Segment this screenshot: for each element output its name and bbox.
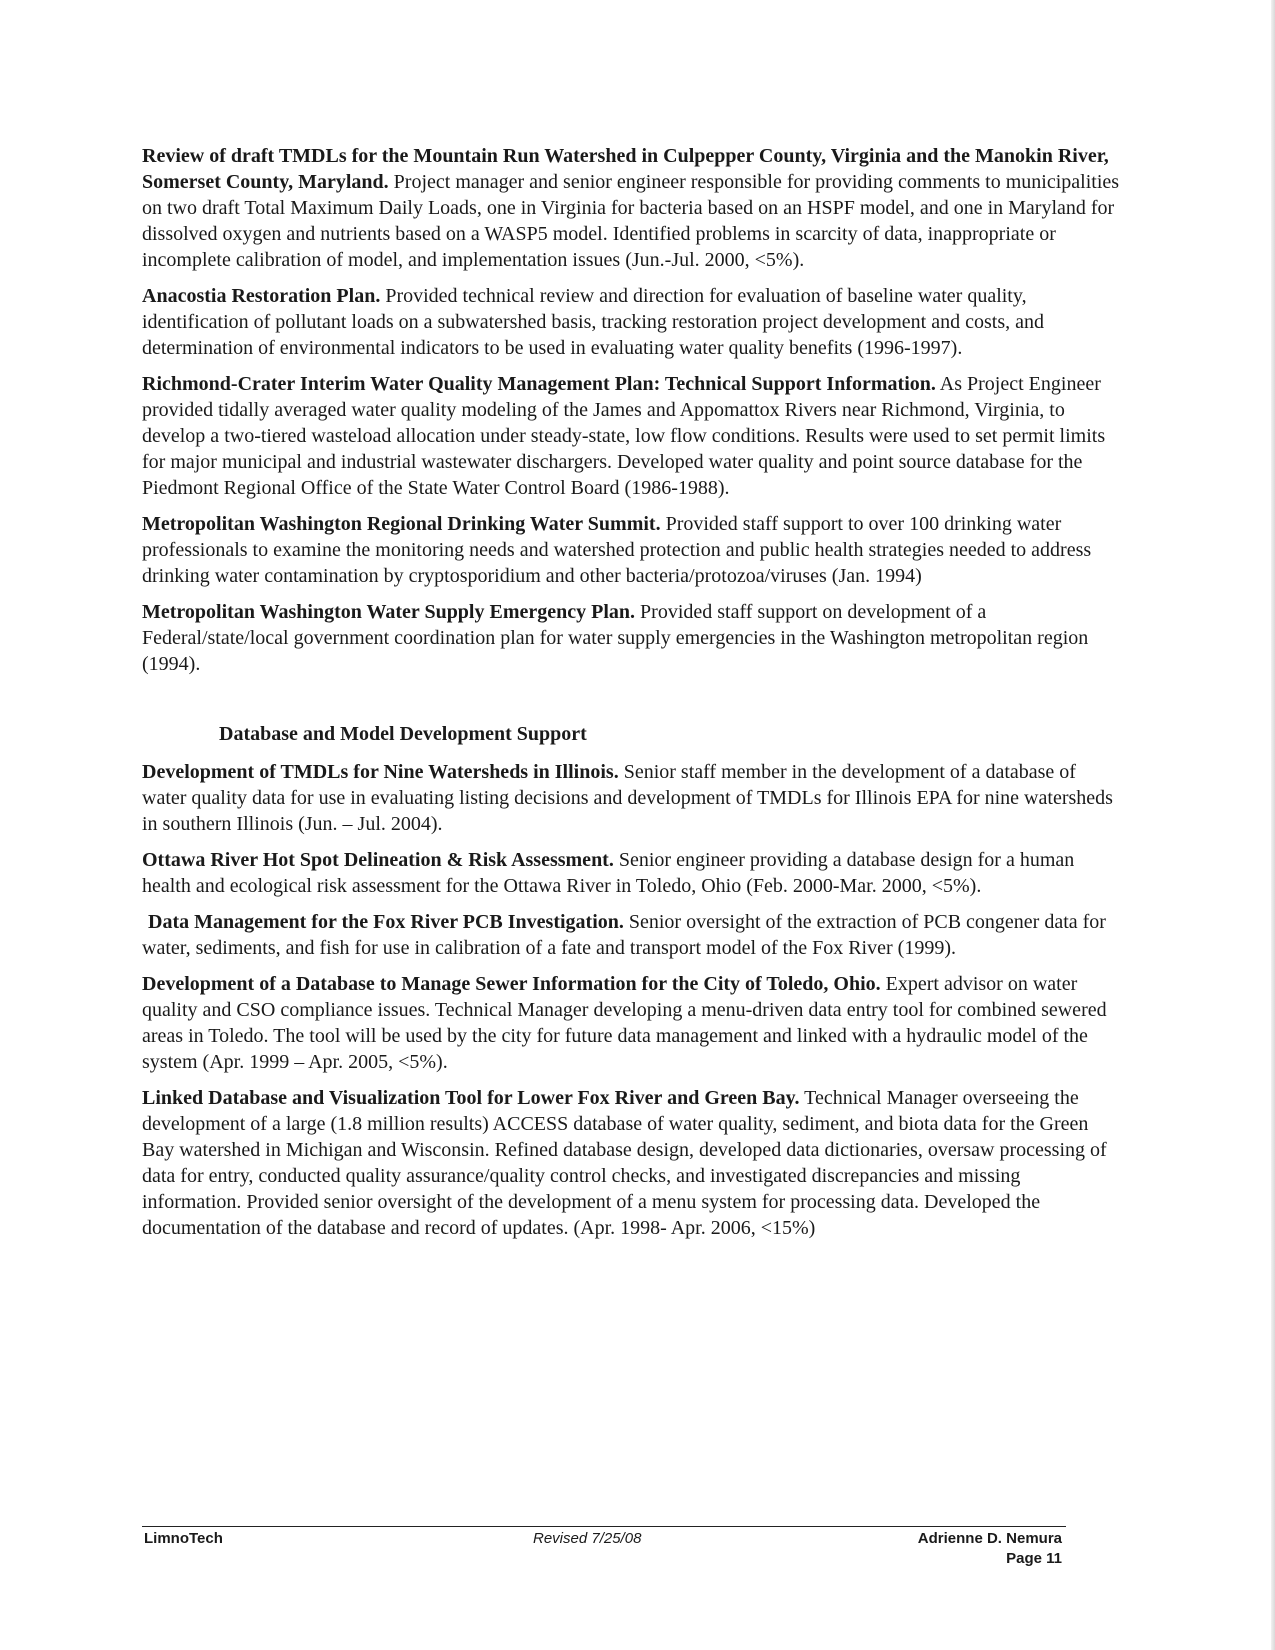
entry-title: Development of TMDLs for Nine Watersheds in Illinois. xyxy=(142,761,619,783)
project-entry xyxy=(142,847,1120,899)
page-footer xyxy=(142,1526,1066,1567)
document-body xyxy=(142,143,1120,1251)
page-edge-shadow xyxy=(1271,0,1275,1650)
entry-body: Provided technical review and direction for evaluation of baseline water quality, identification of pollutant loads on a subwatershed basis, tracking restoration project development and costs, and determination of environmental indicators to be used in evaluating water quality benefits (1996-1997). xyxy=(142,285,1044,359)
footer-author-block xyxy=(918,1529,1062,1569)
project-entry xyxy=(142,759,1120,837)
project-entry xyxy=(142,511,1120,589)
entry-body: Senior engineer providing a database design for a human health and ecological risk assessment for the Ottawa River in Toledo, Ohio (Feb. 2000-Mar. 2000, <5%). xyxy=(142,849,1075,897)
footer-company: LimnoTech xyxy=(144,1530,223,1547)
project-entry xyxy=(142,909,1120,961)
entry-title: Metropolitan Washington Water Supply Emergency Plan. xyxy=(142,601,636,623)
entry-body: Senior oversight of the extraction of PCB congener data for water, sediments, and fish for use in calibration of a fate and transport model of the Fox River (1999). xyxy=(142,911,1106,959)
entry-title: Review of draft TMDLs for the Mountain Run Watershed in Culpepper County, Virginia and the Manokin River, Somerset County, Maryland. xyxy=(142,145,1109,193)
entry-body: Technical Manager overseeing the development of a large (1.8 million results) ACCESS database of water quality, sediment, and biota data for the Green Bay watershed in Michigan and Wisconsin. Refined database design, developed data dictionaries, oversaw processing of data for entry, conducted quality assurance/quality control checks, and investigated discrepancies and missing information. Provided senior oversight of the development of a menu system for processing data. Developed the documentation of the database and record of updates. (Apr. 1998- Apr. 2006, <15%) xyxy=(142,1087,1107,1239)
entry-title: Linked Database and Visualization Tool for Lower Fox River and Green Bay. xyxy=(142,1087,800,1109)
entry-body: As Project Engineer provided tidally averaged water quality modeling of the James and Appomattox Rivers near Richmond, Virginia, to develop a two-tiered wasteload allocation under steady-state, low flow conditions. Results were used to set permit limits for major municipal and industrial wastewater dischargers. Developed water quality and point source database for the Piedmont Regional Office of the State Water Control Board (1986-1988). xyxy=(142,373,1106,499)
project-entry xyxy=(142,599,1120,677)
entry-body: Project manager and senior engineer responsible for providing comments to municipalities on two draft Total Maximum Daily Loads, one in Virginia for bacteria based on an HSPF model, and one in Maryland for dissolved oxygen and nutrients based on a WASP5 model. Identified problems in scarcity of data, inappropriate or incomplete calibration of model, and implementation issues (Jun.-Jul. 2000, <5%). xyxy=(142,171,1120,271)
entry-body: Senior staff member in the development of a database of water quality data for use in evaluating listing decisions and development of TMDLs for Illinois EPA for nine watersheds in southern Illinois (Jun. – Jul. 2004). xyxy=(142,761,1113,835)
entry-title: Metropolitan Washington Regional Drinking Water Summit. xyxy=(142,513,661,535)
project-entry xyxy=(142,283,1120,361)
footer-revised-date: Revised 7/25/08 xyxy=(533,1530,642,1547)
project-entry xyxy=(142,1085,1120,1241)
entry-title: Richmond-Crater Interim Water Quality Management Plan: Technical Support Information. xyxy=(142,373,936,395)
entry-title: Development of a Database to Manage Sewer Information for the City of Toledo, Ohio. xyxy=(142,973,881,995)
entry-title: Data Management for the Fox River PCB Investigation. xyxy=(148,911,624,933)
section-heading: Database and Model Development Support xyxy=(219,723,587,745)
entry-title: Ottawa River Hot Spot Delineation & Risk Assessment. xyxy=(142,849,614,871)
entry-body: Provided staff support on development of a Federal/state/local government coordination plan for water supply emergencies in the Washington metropolitan region (1994). xyxy=(142,601,1089,675)
entry-title: Anacostia Restoration Plan. xyxy=(142,285,381,307)
project-entry xyxy=(142,371,1120,501)
project-entry xyxy=(142,971,1120,1075)
footer-page-number: Page 11 xyxy=(1006,1550,1062,1567)
project-entry xyxy=(142,143,1120,273)
entry-body: Expert advisor on water quality and CSO compliance issues. Technical Manager developing a menu-driven data entry tool for combined sewered areas in Toledo. The tool will be used by the city for future data management and linked with a hydraulic model of the system (Apr. 1999 – Apr. 2005, <5%). xyxy=(142,973,1107,1073)
entry-body: Provided staff support to over 100 drinking water professionals to examine the monitoring needs and watershed protection and public health strategies needed to address drinking water contamination by cryptosporidium and other bacteria/protozoa/viruses (Jan. 1994) xyxy=(142,513,1092,587)
footer-author: Adrienne D. Nemura xyxy=(917,1530,1062,1547)
